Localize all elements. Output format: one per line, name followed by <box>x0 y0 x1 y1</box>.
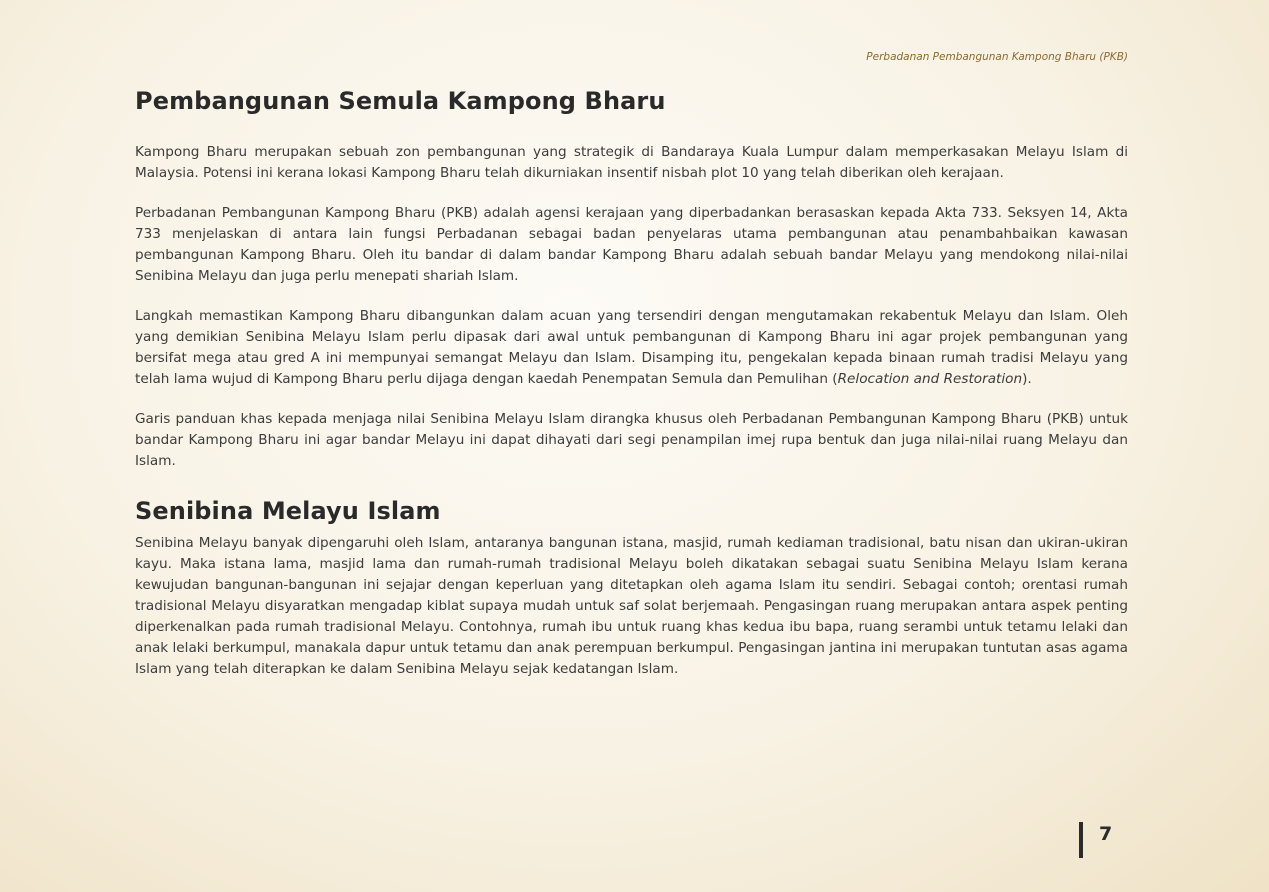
page-footer <box>1079 822 1112 858</box>
page-content <box>135 84 1128 680</box>
section-title-senibina-melayu-islam: Senibina Melayu Islam <box>135 497 441 525</box>
paragraph-4: Garis panduan khas kepada menjaga nilai Senibina Melayu Islam dirangka khusus oleh Perbadanan Pembangunan Kampong Bharu (PKB) untuk bandar Kampong Bharu ini agar bandar Melayu ini dapat dihayati dari segi penampilan imej rupa bentuk dan juga nilai-nilai ruang Melayu dan Islam. <box>135 411 1128 469</box>
page-number-rule <box>1079 822 1083 858</box>
paragraph-3 <box>135 306 1128 390</box>
section-title-pembangunan-semula: Pembangunan Semula Kampong Bharu <box>135 87 666 115</box>
paragraph-2: Perbadanan Pembangunan Kampong Bharu (PKB) adalah agensi kerajaan yang diperbadankan berasaskan kepada Akta 733. Seksyen 14, Akta 733 menjelaskan di antara lain fungsi Perbadanan sebagai badan penyelaras utama pembangunan atau penambahbaikan kawasan pembangunan Kampong Bharu. Oleh itu bandar di dalam bandar Kampong Bharu adalah sebuah bandar Melayu yang mendokong nilai-nilai Senibina Melayu dan juga perlu menepati shariah Islam. <box>135 205 1128 284</box>
paragraph-3-text-after: ). <box>1022 371 1032 387</box>
paragraph-5: Senibina Melayu banyak dipengaruhi oleh Islam, antaranya bangunan istana, masjid, rumah kediaman tradisional, batu nisan dan ukiran-ukiran kayu. Maka istana lama, masjid lama dan rumah-rumah tradisional Melayu boleh dikatakan sebagai suatu Senibina Melayu Islam kerana kewujudan bangunan-bangunan ini sejajar dengan keperluan yang ditetapkan oleh agama Islam itu sendiri. Sebagai contoh; orentasi rumah tradisional Melayu disyaratkan mengadap kiblat supaya mudah untuk saf solat berjemaah. Pengasingan ruang merupakan antara aspek penting diperkenalkan pada rumah tradisional Melayu. Contohnya, rumah ibu untuk ruang khas kedua ibu bapa, ruang serambi untuk tetamu lelaki dan anak lelaki berkumpul, manakala dapur untuk tetamu dan anak perempuan berkumpul. Pengasingan jantina ini merupakan tuntutan asas agama Islam yang telah diterapkan ke dalam Senibina Melayu sejak kedatangan Islam. <box>135 535 1128 677</box>
running-header: Perbadanan Pembangunan Kampong Bharu (PKB) <box>866 51 1128 63</box>
paragraph-3-text-before: Langkah memastikan Kampong Bharu dibangunkan dalam acuan yang tersendiri dengan mengutamakan rekabentuk Melayu dan Islam. Oleh yang demikian Senibina Melayu Islam perlu dipasak dari awal untuk pembangunan di Kampong Bharu ini agar projek pembangunan yang bersifat mega atau gred A ini mempunyai semangat Melayu dan Islam. Disamping itu, pengekalan kepada binaan rumah tradisi Melayu yang telah lama wujud di Kampong Bharu perlu dijaga dengan kaedah Penempatan Semula dan Pemulihan ( <box>135 308 1128 387</box>
paragraph-1: Kampong Bharu merupakan sebuah zon pembangunan yang strategik di Bandaraya Kuala Lumpur dalam memperkasakan Melayu Islam di Malaysia. Potensi ini kerana lokasi Kampong Bharu telah dikurniakan insentif nisbah plot 10 yang telah diberikan oleh kerajaan. <box>135 144 1128 181</box>
page-number: 7 <box>1099 823 1113 845</box>
paragraph-3-italic-term: Relocation and Restoration <box>837 371 1023 387</box>
